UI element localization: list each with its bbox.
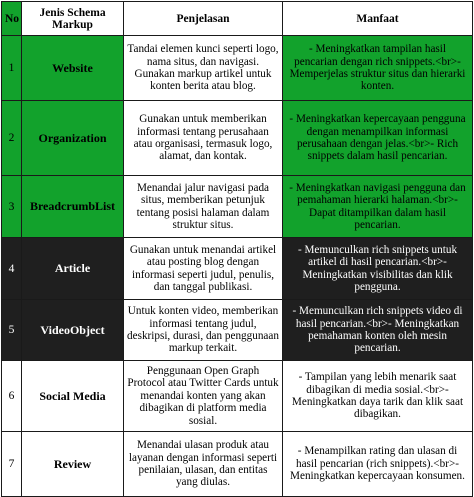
schema-description: Untuk konten video, memberikan informasi tentang judul, deskripsi, durasi, dan penggunaan markup terkait. — [124, 300, 283, 361]
schema-description: Penggunaan Open Graph Protocol atau Twitter Cards untuk menandai konten yang akan dibagikan di platform media sosial. — [124, 361, 283, 432]
header-schema-type: Jenis Schema Markup — [22, 2, 124, 36]
schema-type: Social Media — [22, 361, 124, 432]
row-number: 4 — [2, 238, 22, 300]
row-number: 2 — [2, 101, 22, 176]
schema-benefit: - Tampilan yang lebih menarik saat dibagikan di media sosial.<br>- Meningkatkan daya tarik dan klik saat dibagikan. — [283, 361, 473, 432]
table-row — [2, 176, 473, 238]
schema-type: VideoObject — [22, 300, 124, 361]
row-number: 3 — [2, 176, 22, 238]
row-number: 1 — [2, 36, 22, 101]
schema-benefit: - Memunculkan rich snippets video di hasil pencarian.<br>- Meningkatkan pemahaman konten oleh mesin pencarian. — [283, 300, 473, 361]
row-number: 6 — [2, 361, 22, 432]
header-row — [2, 2, 473, 36]
row-number: 5 — [2, 300, 22, 361]
table-row — [2, 432, 473, 497]
schema-type: Website — [22, 36, 124, 101]
schema-benefit: - Menampilkan rating dan ulasan di hasil pencarian (rich snippets).<br>- Meningkatkan kepercayaan konsumen. — [283, 432, 473, 497]
row-number: 7 — [2, 432, 22, 497]
schema-description: Menandai ulasan produk atau layanan dengan informasi seperti penilaian, ulasan, dan entitas yang diulas. — [124, 432, 283, 497]
schema-description: Gunakan untuk memberikan informasi tentang perusahaan atau organisasi, termasuk logo, alamat, dan kontak. — [124, 101, 283, 176]
schema-type: Organization — [22, 101, 124, 176]
table-row — [2, 361, 473, 432]
schema-type: Article — [22, 238, 124, 300]
table-row — [2, 101, 473, 176]
header-description: Penjelasan — [124, 2, 283, 36]
schema-type: BreadcrumbList — [22, 176, 124, 238]
schema-benefit: - Meningkatkan kepercayaan pengguna dengan menampilkan informasi perusahaan dengan jelas.<br>- Rich snippets dalam hasil pencarian. — [283, 101, 473, 176]
schema-benefit: - Meningkatkan navigasi pengguna dan pemahaman hierarki halaman.<br>- Dapat ditampilkan dalam hasil pencarian. — [283, 176, 473, 238]
table-row — [2, 36, 473, 101]
schema-description: Gunakan untuk menandai artikel atau posting blog dengan informasi seperti judul, penulis, dan tanggal publikasi. — [124, 238, 283, 300]
schema-description: Tandai elemen kunci seperti logo, nama situs, dan navigasi. Gunakan markup artikel untuk konten berita atau blog. — [124, 36, 283, 101]
schema-type: Review — [22, 432, 124, 497]
schema-markup-table — [1, 1, 473, 497]
header-no: No — [2, 2, 22, 36]
schema-benefit: - Memunculkan rich snippets untuk artikel di hasil pencarian.<br>- Meningkatkan visibilitas dan klik pengguna. — [283, 238, 473, 300]
table-row — [2, 238, 473, 300]
table-row — [2, 300, 473, 361]
schema-benefit: - Meningkatkan tampilan hasil pencarian dengan rich snippets.<br>- Memperjelas struktur situs dan hierarki konten. — [283, 36, 473, 101]
schema-description: Menandai jalur navigasi pada situs, memberikan petunjuk tentang posisi halaman dalam struktur situs. — [124, 176, 283, 238]
header-benefit: Manfaat — [283, 2, 473, 36]
